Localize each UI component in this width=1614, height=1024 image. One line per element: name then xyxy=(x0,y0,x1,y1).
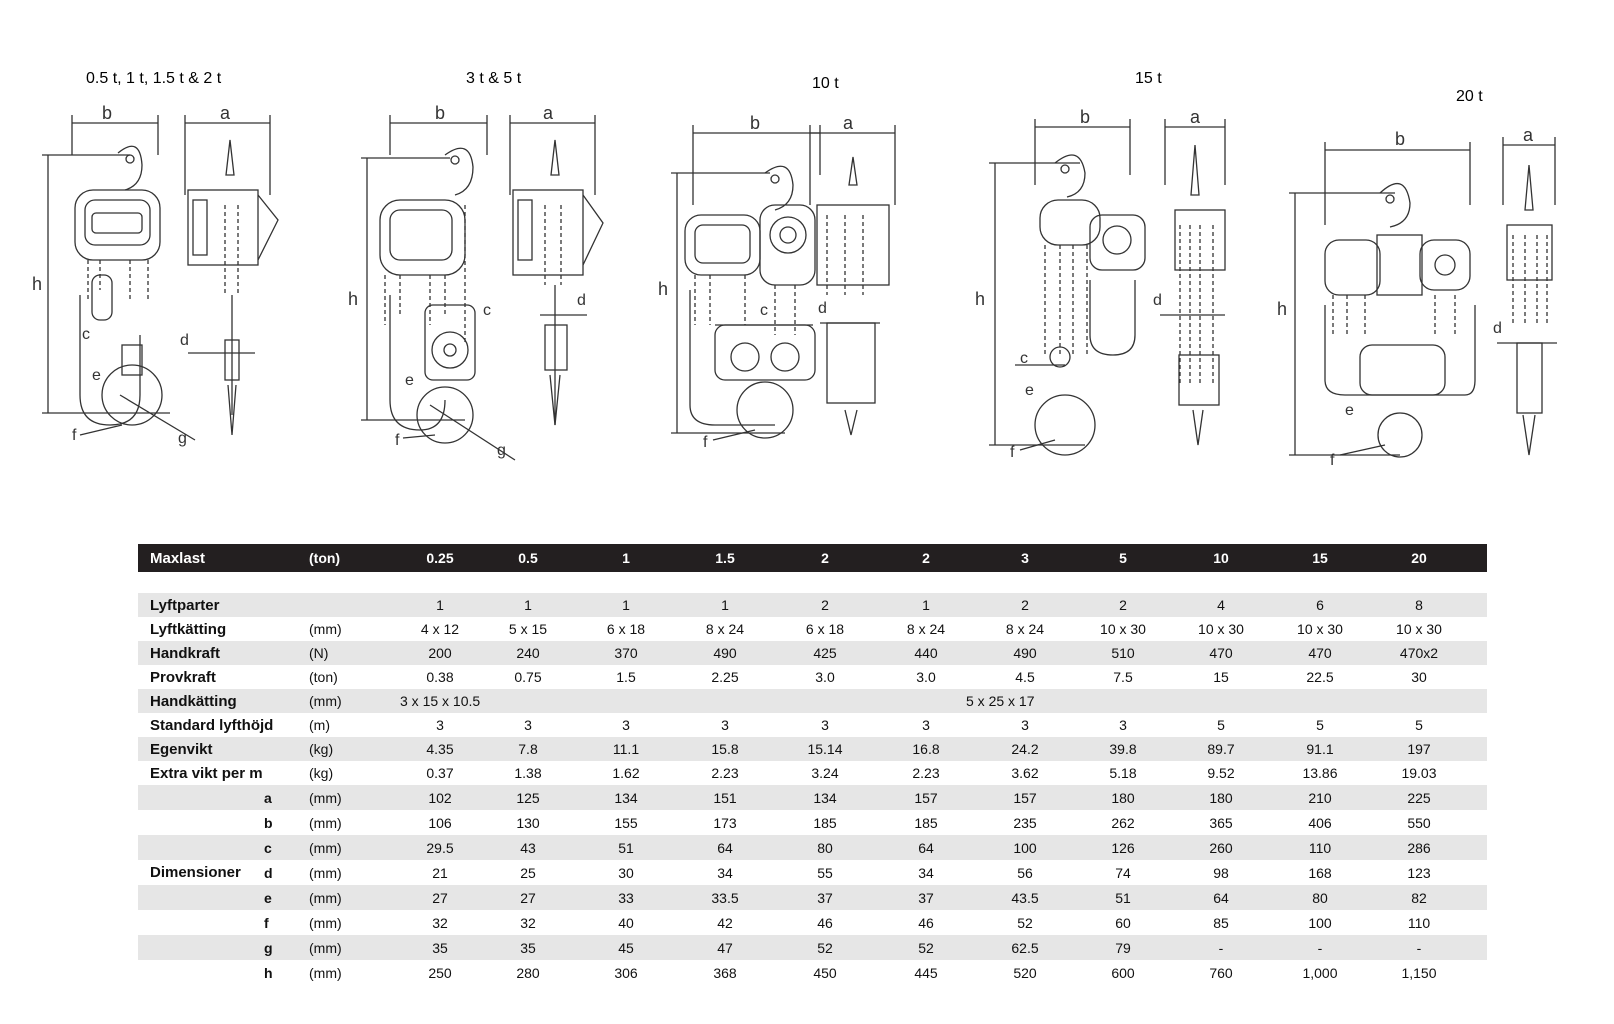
value-cell: 365 xyxy=(1209,814,1233,831)
value-cell: 3 xyxy=(524,717,532,733)
row-label: Lyftkätting xyxy=(150,620,227,638)
svg-text:b: b xyxy=(750,113,761,133)
row-label: Handkraft xyxy=(150,644,221,662)
value-cell: 490 xyxy=(713,645,737,661)
row-label: Standard lyfthöjd xyxy=(150,716,274,734)
value-cell: 33.5 xyxy=(711,889,739,906)
value-cell: 3.0 xyxy=(916,669,936,685)
value-cell: 2.25 xyxy=(711,669,739,685)
value-cell: 30 xyxy=(1411,669,1427,685)
svg-text:e: e xyxy=(1025,382,1034,399)
value-cell: 35 xyxy=(432,939,448,956)
value-cell: 56 xyxy=(1017,864,1033,881)
svg-text:c: c xyxy=(82,326,90,343)
dimension-row xyxy=(138,785,1487,810)
value-cell: 0.37 xyxy=(426,765,454,781)
dimension-letter: b xyxy=(264,814,273,831)
value-cell: 1.38 xyxy=(514,765,542,781)
value-cell: 130 xyxy=(516,814,540,831)
value-cell: 24.2 xyxy=(1011,741,1039,757)
value-cell: 64 xyxy=(918,839,934,856)
svg-text:c: c xyxy=(760,302,768,319)
dimension-letter: h xyxy=(264,964,273,981)
value-cell: 151 xyxy=(713,789,737,806)
value-cell: 6 x 18 xyxy=(606,621,646,637)
row-unit: (mm) xyxy=(309,621,342,637)
value-cell: 37 xyxy=(918,889,934,906)
svg-text:d: d xyxy=(818,300,827,317)
row-unit: (N) xyxy=(309,645,329,661)
value-cell: 5 xyxy=(1316,717,1324,733)
value-cell: 3 xyxy=(1021,550,1029,566)
value-cell: 6 xyxy=(1316,597,1324,613)
value-cell: 79 xyxy=(1115,939,1131,956)
value-cell: 1,000 xyxy=(1302,964,1338,981)
value-cell: 110 xyxy=(1407,914,1431,931)
svg-text:a: a xyxy=(843,113,854,133)
value-cell: 34 xyxy=(717,864,733,881)
value-cell: 450 xyxy=(813,964,837,981)
value-cell: 52 xyxy=(1017,914,1033,931)
svg-text:g: g xyxy=(497,442,506,459)
value-cell: 5 xyxy=(1119,550,1127,566)
svg-text:b: b xyxy=(1395,129,1406,149)
row-unit: (mm) xyxy=(309,914,342,931)
value-cell: 1.62 xyxy=(612,765,640,781)
value-cell: 2 xyxy=(821,597,829,613)
value-cell: 4.35 xyxy=(426,741,454,757)
table-row xyxy=(138,761,1487,785)
value-cell: 180 xyxy=(1209,789,1233,806)
dimensions-label: Dimensioner xyxy=(150,864,241,881)
row-unit: (mm) xyxy=(309,814,342,831)
value-cell: 134 xyxy=(813,789,837,806)
value-cell: 157 xyxy=(1013,789,1037,806)
svg-text:a: a xyxy=(1523,125,1534,145)
svg-text:f: f xyxy=(72,427,77,444)
value-cell: 5 xyxy=(1415,717,1423,733)
value-cell: 210 xyxy=(1308,789,1332,806)
dimension-row xyxy=(138,835,1487,860)
value-cell: 52 xyxy=(817,939,833,956)
dimension-letter: c xyxy=(264,839,272,856)
value-cell: 2 xyxy=(922,550,930,566)
value-cell: 3.62 xyxy=(1011,765,1039,781)
row-label: Provkraft xyxy=(150,668,216,686)
value-cell: 100 xyxy=(1013,839,1037,856)
value-cell: 286 xyxy=(1407,839,1431,856)
value-cell: 7.8 xyxy=(518,741,538,757)
value-cell: 370 xyxy=(614,645,638,661)
value-cell: 15 xyxy=(1213,669,1229,685)
dimension-row xyxy=(138,960,1487,985)
value-cell: 42 xyxy=(717,914,733,931)
value-cell: 3.24 xyxy=(811,765,839,781)
value-cell: 260 xyxy=(1209,839,1233,856)
dimension-row xyxy=(138,910,1487,935)
svg-text:h: h xyxy=(32,274,43,294)
value-cell: 6 x 18 xyxy=(805,621,845,637)
dimension-row xyxy=(138,810,1487,835)
group-title-10t: 10 t xyxy=(812,75,839,92)
value-cell: 280 xyxy=(516,964,540,981)
value-cell: 1 xyxy=(922,597,930,613)
row-unit: (mm) xyxy=(309,864,342,881)
value-cell: 425 xyxy=(813,645,837,661)
dimension-letter: g xyxy=(264,939,273,956)
value-cell: 110 xyxy=(1308,839,1332,856)
value-cell: 80 xyxy=(817,839,833,856)
value-cell: 0.5 xyxy=(518,550,538,566)
value-cell: 62.5 xyxy=(1011,939,1039,956)
value-cell: 32 xyxy=(432,914,448,931)
value-cell: 600 xyxy=(1111,964,1135,981)
row-unit: (mm) xyxy=(309,789,342,806)
svg-text:f: f xyxy=(703,434,708,451)
value-cell: 64 xyxy=(1213,889,1229,906)
value-cell: 43.5 xyxy=(1011,889,1039,906)
value-cell: 3 xyxy=(622,717,630,733)
value-cell: 35 xyxy=(520,939,536,956)
value-cell: 185 xyxy=(914,814,938,831)
value-cell: 440 xyxy=(914,645,938,661)
hoist-drawing-small xyxy=(30,95,290,480)
svg-text:c: c xyxy=(483,302,491,319)
svg-text:h: h xyxy=(975,289,986,309)
value-cell: 8 x 24 xyxy=(1005,621,1045,637)
dimension-letter: f xyxy=(264,914,269,931)
value-cell: 37 xyxy=(817,889,833,906)
value-cell: 10 xyxy=(1213,550,1229,566)
spec-table xyxy=(138,544,1487,985)
value-cell: 10 x 30 xyxy=(1198,621,1244,637)
value-cell: - xyxy=(1317,939,1323,956)
value-cell: 1 xyxy=(721,597,729,613)
value-cell: 39.8 xyxy=(1109,741,1137,757)
svg-text:d: d xyxy=(577,292,586,309)
row-unit: (mm) xyxy=(309,964,342,981)
value-cell: 100 xyxy=(1308,914,1332,931)
value-cell: 155 xyxy=(614,814,638,831)
value-cell: 3 xyxy=(721,717,729,733)
value-cell: 520 xyxy=(1013,964,1037,981)
value-cell: 3 xyxy=(1021,717,1029,733)
value-cell: 7.5 xyxy=(1113,669,1133,685)
value-cell: 134 xyxy=(614,789,638,806)
value-cell: 55 xyxy=(817,864,833,881)
value-cell: 102 xyxy=(428,789,452,806)
hoist-drawing-20t xyxy=(1277,95,1585,480)
value-cell: 4 x 12 xyxy=(420,621,460,637)
value-cell: 43 xyxy=(520,839,536,856)
value-cell: 106 xyxy=(428,814,452,831)
value-cell: 20 xyxy=(1411,550,1427,566)
value-cell: 13.86 xyxy=(1302,765,1338,781)
value-cell: 490 xyxy=(1013,645,1037,661)
value-cell: 0.38 xyxy=(426,669,454,685)
group-title-15t: 15 t xyxy=(1135,70,1162,87)
header-label: Maxlast xyxy=(150,549,206,567)
svg-text:f: f xyxy=(395,432,400,449)
table-row xyxy=(138,593,1487,617)
row-unit: (m) xyxy=(309,717,330,733)
value-cell: 760 xyxy=(1209,964,1233,981)
value-cell: 1,150 xyxy=(1401,964,1437,981)
table-row xyxy=(138,641,1487,665)
value-cell: 91.1 xyxy=(1306,741,1334,757)
value-cell: 29.5 xyxy=(426,839,454,856)
header-unit: (ton) xyxy=(309,550,341,566)
value-cell: 80 xyxy=(1312,889,1328,906)
hoist-drawing-15t xyxy=(965,95,1235,480)
value-cell: 2.23 xyxy=(711,765,739,781)
dim-b-letter: b xyxy=(102,103,113,123)
dimension-letter: d xyxy=(264,864,273,881)
value-cell: 4.5 xyxy=(1015,669,1035,685)
value-cell: 406 xyxy=(1308,814,1332,831)
value-cell: 27 xyxy=(432,889,448,906)
value-cell: 1.5 xyxy=(616,669,636,685)
value-cell: 250 xyxy=(428,964,452,981)
value-cell: 123 xyxy=(1407,864,1431,881)
value-cell: 126 xyxy=(1111,839,1135,856)
value-cell: 157 xyxy=(914,789,938,806)
svg-text:a: a xyxy=(220,103,231,123)
value-cell: 168 xyxy=(1308,864,1332,881)
value-cell: 470 xyxy=(1209,645,1233,661)
value-cell: 262 xyxy=(1111,814,1135,831)
row-unit: (kg) xyxy=(309,765,334,781)
value-cell: 89.7 xyxy=(1207,741,1235,757)
value-cell: 2.23 xyxy=(912,765,940,781)
svg-text:g: g xyxy=(178,430,187,447)
value-cell: 21 xyxy=(432,864,448,881)
group-title-small: 0.5 t, 1 t, 1.5 t & 2 t xyxy=(86,70,222,87)
value-cell: 3.0 xyxy=(815,669,835,685)
value-cell: 10 x 30 xyxy=(1396,621,1442,637)
value-cell: 2 xyxy=(1021,597,1029,613)
value-cell: 15 xyxy=(1312,550,1328,566)
hoist-drawing-3-5t xyxy=(345,95,605,480)
svg-text:d: d xyxy=(1153,292,1162,309)
row-unit: (ton) xyxy=(309,669,338,685)
table-header-row xyxy=(138,544,1487,572)
value-cell: 4 xyxy=(1217,597,1225,613)
value-cell: 200 xyxy=(428,645,452,661)
dimensions-block xyxy=(138,785,1487,985)
value-cell: 3 xyxy=(922,717,930,733)
hoist-drawing-10t xyxy=(655,95,925,480)
row-unit: (kg) xyxy=(309,741,334,757)
value-cell: 1 xyxy=(622,597,630,613)
dimension-row xyxy=(138,860,1487,885)
value-cell: 74 xyxy=(1115,864,1131,881)
row-unit: (mm) xyxy=(309,889,342,906)
value-cell: 3 xyxy=(1119,717,1127,733)
value-cell: 19.03 xyxy=(1401,765,1437,781)
value-cell: 45 xyxy=(618,939,634,956)
value-cell: 240 xyxy=(516,645,540,661)
svg-text:d: d xyxy=(1493,320,1502,337)
value-cell: 3 xyxy=(821,717,829,733)
value-cell: 11.1 xyxy=(612,741,640,757)
value-cell: 3 xyxy=(436,717,444,733)
value-cell: 0.25 xyxy=(426,550,454,566)
value-cell: 8 x 24 xyxy=(705,621,745,637)
svg-text:a: a xyxy=(1190,107,1201,127)
value-cell: 5 x 15 xyxy=(508,621,548,637)
value-cell: 225 xyxy=(1407,789,1431,806)
svg-text:b: b xyxy=(435,103,446,123)
row-label: Lyftparter xyxy=(150,596,220,614)
value-cell: 510 xyxy=(1111,645,1135,661)
value-cell: 1 xyxy=(524,597,532,613)
svg-text:e: e xyxy=(405,372,414,389)
value-cell: 0.75 xyxy=(514,669,542,685)
table-row xyxy=(138,665,1487,689)
row-unit: (mm) xyxy=(309,839,342,856)
value-cell: 470 xyxy=(1308,645,1332,661)
value-cell: 9.52 xyxy=(1207,765,1235,781)
value-cell: 1 xyxy=(622,550,630,566)
value-cell: 82 xyxy=(1411,889,1427,906)
value-cell: 25 xyxy=(520,864,536,881)
dimension-letter: e xyxy=(264,889,272,906)
value-cell: 235 xyxy=(1013,814,1037,831)
value-cell: 10 x 30 xyxy=(1100,621,1146,637)
svg-text:h: h xyxy=(348,289,359,309)
value-cell: 185 xyxy=(813,814,837,831)
value-cell: 60 xyxy=(1115,914,1131,931)
value-cell: 2 xyxy=(821,550,829,566)
row-label: Egenvikt xyxy=(150,740,213,758)
group-title-20t: 20 t xyxy=(1456,88,1483,105)
value-cell: 550 xyxy=(1407,814,1431,831)
svg-text:a: a xyxy=(543,103,554,123)
value-cell: 16.8 xyxy=(912,741,940,757)
value-cell: 368 xyxy=(713,964,737,981)
svg-text:e: e xyxy=(1345,402,1354,419)
value-cell: 470x2 xyxy=(1399,645,1439,661)
value-cell: 51 xyxy=(1115,889,1131,906)
value-cell: 5.18 xyxy=(1109,765,1137,781)
first-value-cell: 3 x 15 x 10.5 xyxy=(400,693,481,709)
value-cell: 40 xyxy=(618,914,634,931)
svg-text:b: b xyxy=(1080,107,1091,127)
value-cell: 47 xyxy=(717,939,733,956)
dimension-letter: a xyxy=(264,789,272,806)
table-spacer xyxy=(138,572,1487,593)
row-label: Handkätting xyxy=(150,692,237,710)
value-cell: 8 xyxy=(1415,597,1423,613)
value-cell: 1 xyxy=(436,597,444,613)
value-cell: 33 xyxy=(618,889,634,906)
value-cell: 2 xyxy=(1119,597,1127,613)
table-row xyxy=(138,713,1487,737)
value-cell: - xyxy=(1218,939,1224,956)
dimension-row xyxy=(138,935,1487,960)
value-cell: 85 xyxy=(1213,914,1229,931)
row-label: Extra vikt per m xyxy=(150,764,263,782)
value-cell: 51 xyxy=(618,839,634,856)
row-unit: (mm) xyxy=(309,939,342,956)
table-row xyxy=(138,689,1487,713)
value-cell: 34 xyxy=(918,864,934,881)
svg-text:h: h xyxy=(658,279,669,299)
value-cell: 10 x 30 xyxy=(1297,621,1343,637)
value-cell: 30 xyxy=(618,864,634,881)
spanning-value-cell: 5 x 25 x 17 xyxy=(966,693,1035,709)
dimension-row xyxy=(138,885,1487,910)
value-cell: 306 xyxy=(614,964,638,981)
svg-text:f: f xyxy=(1010,444,1015,461)
table-row xyxy=(138,737,1487,761)
group-title-3-5t: 3 t & 5 t xyxy=(466,70,522,87)
value-cell: 46 xyxy=(817,914,833,931)
value-cell: 125 xyxy=(516,789,540,806)
value-cell: 180 xyxy=(1111,789,1135,806)
svg-text:h: h xyxy=(1277,299,1288,319)
value-cell: 15.8 xyxy=(711,741,739,757)
value-cell: 5 xyxy=(1217,717,1225,733)
value-cell: 22.5 xyxy=(1306,669,1334,685)
svg-text:c: c xyxy=(1020,350,1028,367)
value-cell: 98 xyxy=(1213,864,1229,881)
value-cell: 46 xyxy=(918,914,934,931)
value-cell: 8 x 24 xyxy=(906,621,946,637)
value-cell: 64 xyxy=(717,839,733,856)
svg-text:f: f xyxy=(1330,452,1335,469)
value-cell: 52 xyxy=(918,939,934,956)
svg-text:e: e xyxy=(92,367,101,384)
value-cell: 27 xyxy=(520,889,536,906)
table-row xyxy=(138,617,1487,641)
svg-text:d: d xyxy=(180,332,189,349)
value-cell: 32 xyxy=(520,914,536,931)
value-cell: - xyxy=(1416,939,1422,956)
row-unit: (mm) xyxy=(309,693,342,709)
value-cell: 1.5 xyxy=(715,550,735,566)
value-cell: 173 xyxy=(713,814,737,831)
value-cell: 197 xyxy=(1407,741,1431,757)
value-cell: 15.14 xyxy=(807,741,843,757)
value-cell: 445 xyxy=(914,964,938,981)
